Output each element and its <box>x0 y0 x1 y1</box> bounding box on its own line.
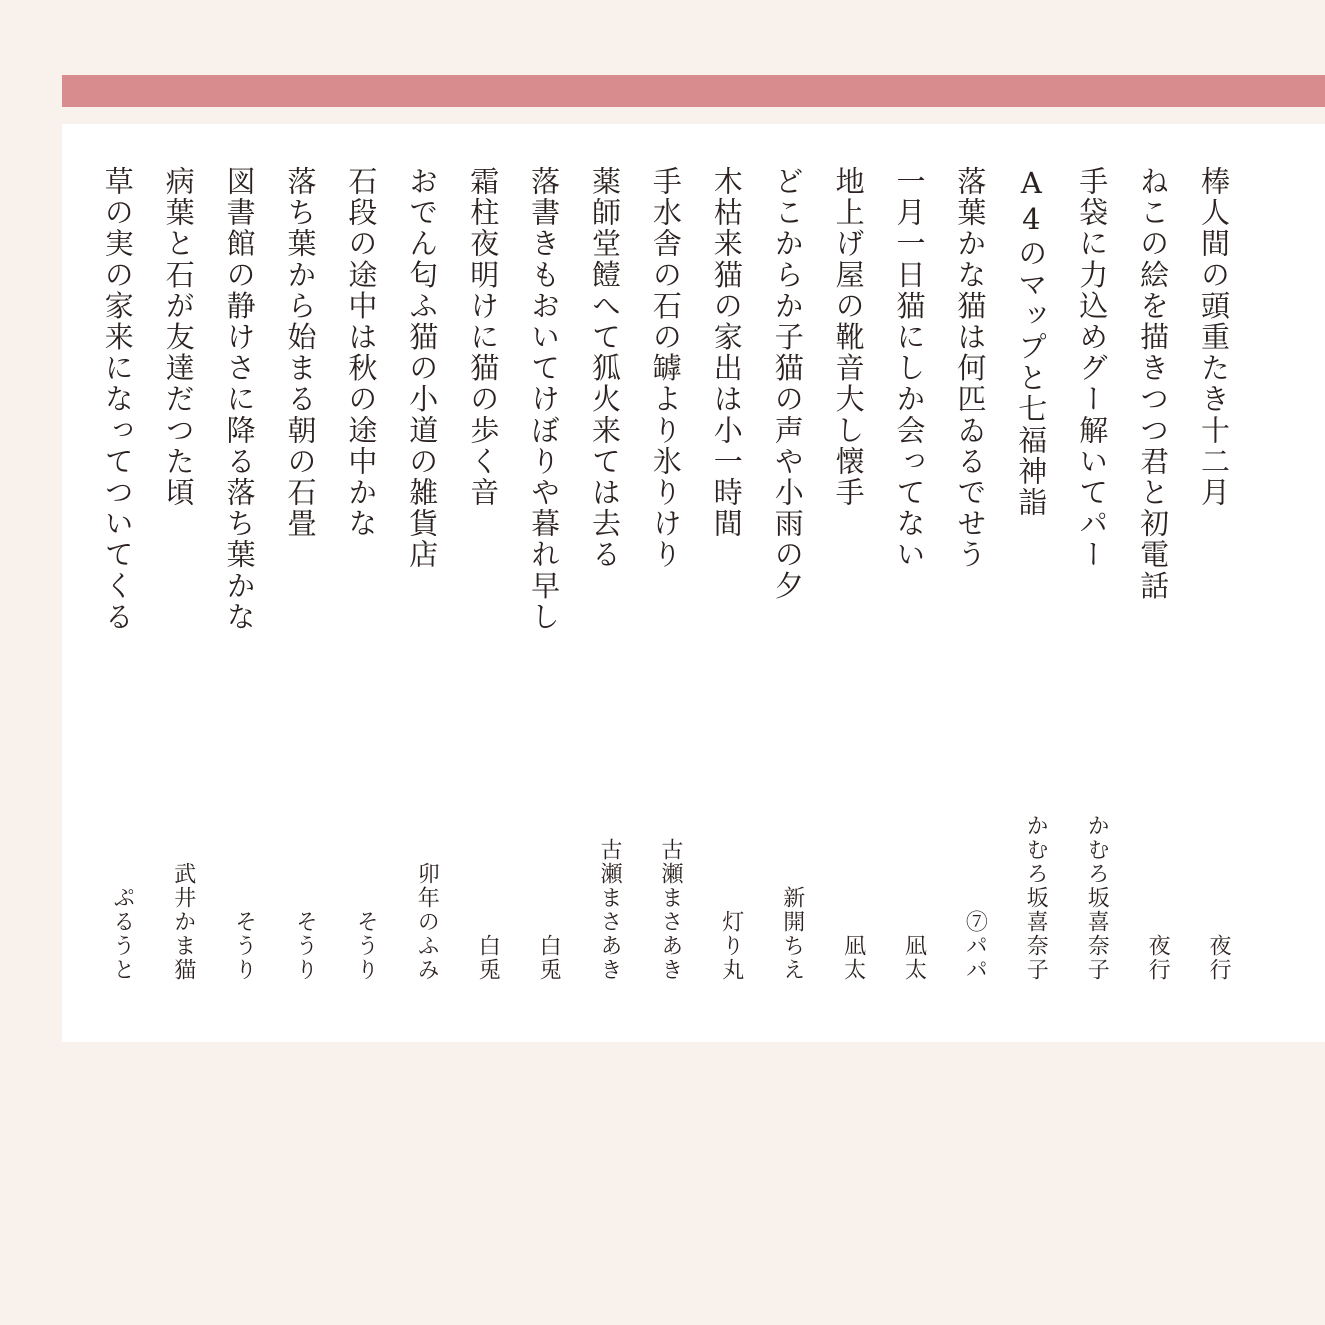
haiku-verse: 手袋に力込めグー解いてパー <box>1075 166 1110 571</box>
haiku-author: ⑦パパ <box>962 910 988 982</box>
haiku-author: 凪太 <box>840 934 866 982</box>
haiku-verse: 一月一日猫にしか会ってない <box>892 166 927 571</box>
haiku-entry <box>393 124 453 1042</box>
haiku-verse: どこからか子猫の声や小雨の夕 <box>770 166 805 602</box>
haiku-entry <box>637 124 697 1042</box>
haiku-entry <box>150 124 210 1042</box>
haiku-verse: 木枯来猫の家出は小一時間 <box>709 166 744 540</box>
haiku-entry <box>1063 124 1123 1042</box>
haiku-author: 夜行 <box>1206 934 1231 982</box>
haiku-entry <box>881 124 941 1042</box>
haiku-entry <box>1002 124 1062 1042</box>
haiku-verse: 図書館の静けさに降る落ち葉かな <box>222 166 257 633</box>
haiku-verse: 棒人間の頭重たき十二月 <box>1197 166 1231 509</box>
haiku-verse: 落葉かな猫は何匹ゐるでせう <box>953 166 988 571</box>
header-accent-band <box>62 75 1325 107</box>
haiku-list <box>62 124 1325 1042</box>
haiku-verse: 地上げ屋の靴音大し懐手 <box>831 166 866 509</box>
haiku-entry <box>576 124 636 1042</box>
haiku-entry <box>454 124 514 1042</box>
haiku-verse: A4のマップと七福神詣 <box>1014 166 1049 519</box>
haiku-author: 凪太 <box>901 934 927 982</box>
haiku-author: 武井かま猫 <box>170 862 196 982</box>
haiku-verse: 草の実の家来になってついてくる <box>100 166 135 633</box>
haiku-verse: 落書きもおいてけぼりや暮れ早し <box>527 166 562 633</box>
haiku-entry <box>698 124 758 1042</box>
haiku-entry <box>1185 124 1245 1042</box>
haiku-author: 新開ちえ <box>779 886 805 982</box>
haiku-author: 白兎 <box>536 934 562 982</box>
haiku-entry <box>332 124 392 1042</box>
haiku-entry <box>820 124 880 1042</box>
haiku-author: かむろ坂喜奈子 <box>1023 814 1049 982</box>
haiku-entry <box>211 124 271 1042</box>
haiku-entry <box>272 124 332 1042</box>
haiku-verse: 石段の途中は秋の途中かな <box>344 166 379 540</box>
haiku-author: そうり <box>292 910 318 982</box>
haiku-entry <box>941 124 1001 1042</box>
haiku-author: 卯年のふみ <box>414 862 440 982</box>
haiku-author: ぷるうと <box>109 886 135 982</box>
haiku-author: 灯り丸 <box>718 910 744 982</box>
haiku-verse: 薬師堂饐へて狐火来ては去る <box>588 166 622 571</box>
haiku-verse: 霜柱夜明けに猫の歩く音 <box>466 166 501 509</box>
haiku-verse: おでん匂ふ猫の小道の雑貨店 <box>405 166 440 571</box>
haiku-verse: 病葉と石が友達だつた頃 <box>161 166 196 509</box>
haiku-entry <box>515 124 575 1042</box>
haiku-entry <box>759 124 819 1042</box>
haiku-verse: 落ち葉から始まる朝の石畳 <box>283 166 318 540</box>
haiku-author: 白兎 <box>475 934 501 982</box>
haiku-author: 古瀬まさあき <box>597 838 622 982</box>
haiku-author: そうり <box>353 910 379 982</box>
haiku-verse: ねこの絵を描きつつ君と初電話 <box>1136 166 1171 602</box>
haiku-entry <box>1124 124 1184 1042</box>
haiku-verse: 手水舎の石の罅より氷りけり <box>648 166 683 571</box>
haiku-author: かむろ坂喜奈子 <box>1084 814 1110 982</box>
haiku-author: そうり <box>231 910 257 982</box>
haiku-entry <box>89 124 149 1042</box>
haiku-author: 夜行 <box>1145 934 1171 982</box>
haiku-author: 古瀬まさあき <box>657 838 683 982</box>
